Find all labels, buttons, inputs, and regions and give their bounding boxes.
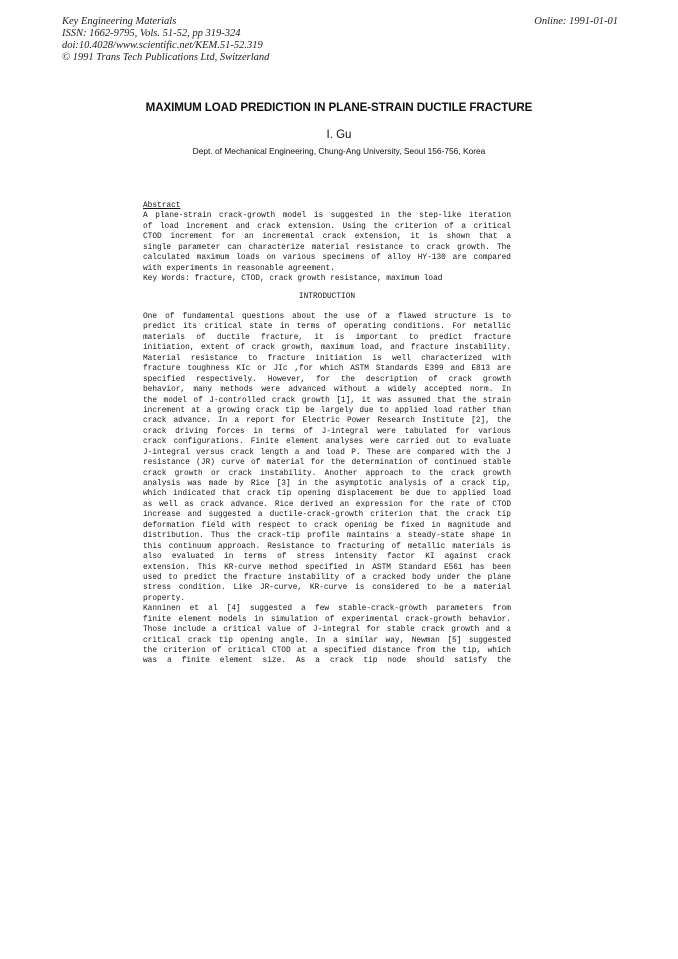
section-heading: INTRODUCTION — [298, 293, 356, 301]
body-line: the criterion of critical CTOD at a specified distance from the tip, which — [143, 647, 511, 655]
body-line: finite element models in simulation of experimental crack-growth behavior. — [143, 615, 511, 624]
body-line: was a finite element size. As a crack tip node should satisfy the — [143, 657, 511, 666]
body-line: extension. This KR-curve method specified in ASTM Standard E561 has been — [143, 563, 511, 572]
body-line: crack advance. In a report for Electric Power Research Institute [2], the — [143, 417, 511, 426]
body-line: initiation, extent of crack growth, maximum load, and fracture instability. — [143, 344, 511, 353]
abstract-line: single parameter can characterize material resistance to crack growth. The — [143, 243, 511, 252]
online-date: Online: 1991-01-01 — [534, 16, 618, 27]
abstract-line: with experiments in reasonable agreement. — [143, 264, 335, 273]
body-line: property. — [143, 594, 186, 603]
body-line: Kanninen et al [4] suggested a few stable-crack-growth parameters from — [143, 605, 511, 614]
body-line: increase and suggested a ductile-crack-growth criterion that the crack tip — [143, 511, 511, 520]
body-line: materials of ductile fracture, it is important to predict fracture — [143, 333, 511, 342]
body-line: the model of J-controlled crack growth [1], it was assumed that the strain — [143, 396, 511, 405]
body-line: crack growth or crack instability. Another approach to the crack growth — [143, 469, 511, 478]
publication-metadata — [62, 16, 618, 64]
body-line: increment at a growing crack tip be largely due to applied load rather than — [143, 406, 511, 415]
body-line: Those include a critical value of J-integral for stable crack growth and a — [143, 626, 511, 635]
doi-line: doi:10.4028/www.scientific.net/KEM.51-52.319 — [62, 40, 263, 51]
journal-name: Key Engineering Materials — [62, 16, 177, 27]
introduction-body — [143, 312, 511, 667]
abstract-line: CTOD increment for an incremental crack extension, it is shown that a — [143, 233, 511, 242]
author-affiliation: Dept. of Mechanical Engineering, Chung-Ang University, Seoul 156-756, Korea — [192, 146, 486, 156]
body-line: this continuum approach. Resistance to fracturing of metallic materials is — [143, 542, 511, 551]
body-line: One of fundamental questions about the use of a flawed structure is to — [143, 313, 511, 321]
body-line: fracture toughness KIc or JIc ,for which ASTM Standards E399 and E813 are — [143, 365, 511, 374]
body-line: distribution. Thus the crack-tip profile maintains a steady-state shape in — [143, 532, 511, 541]
abstract-section — [143, 201, 511, 285]
author-name: I. Gu — [326, 129, 352, 141]
body-line: analysis was made by Rice [3] in the asymptotic analysis of a crack tip, — [143, 480, 511, 488]
abstract-line: calculated maximum loads on various specimens of alloy HY-130 are compared — [143, 254, 511, 263]
paper-title: MAXIMUM LOAD PREDICTION IN PLANE-STRAIN DUCTILE FRACTURE — [145, 101, 533, 114]
introduction-heading-block — [143, 292, 511, 302]
body-line: also evaluated in terms of stress intensity factor KI against crack — [143, 553, 511, 562]
body-line: crack driving forces in terms of J-integral were tabulated for various — [143, 427, 511, 436]
copyright-line: © 1991 Trans Tech Publications Ltd, Switzerland — [62, 52, 270, 63]
keywords-line: Key Words: fracture, CTOD, crack growth resistance, maximum load — [143, 275, 443, 284]
body-line: critical crack tip opening angle. In a similar way, Newman [5] suggested — [143, 636, 511, 645]
body-line: stress condition. Like JR-curve, KR-curve is considered to be a material — [143, 584, 511, 593]
body-line: which indicated that crack tip opening displacement be due to applied load — [143, 490, 511, 499]
body-line: as well as crack advance. Rice derived an expression for the rate of CTOD — [143, 500, 511, 509]
body-line: resistance (JR) curve of material for the determination of continued stable — [143, 459, 511, 468]
body-line: J-integral versus crack length a and load P. These are compared with the J — [143, 448, 511, 457]
body-line: used to predict the fracture instability of a cracked body under the plane — [143, 573, 511, 582]
body-line: deformation field with respect to crack opening be fixed in magnitude and — [143, 521, 511, 530]
body-line: specified respectively. However, for the description of crack growth — [143, 375, 511, 384]
abstract-line: A plane-strain crack-growth model is suggested in the step-like iteration — [143, 212, 511, 221]
body-line: predict its critical state in terms of operating conditions. For metallic — [143, 323, 511, 332]
body-line: Material resistance to fracture initiation is well characterized with — [143, 354, 511, 363]
body-line: crack configurations. Finite element analyses were carried out to evaluate — [143, 438, 511, 447]
body-line: behavior, many methods were advanced without a widely accepted norm. In — [143, 386, 511, 395]
issn-line: ISSN: 1662-9795, Vols. 51-52, pp 319-324 — [62, 28, 241, 39]
abstract-line: of load increment and crack extension. Using the criterion of a critical — [143, 222, 511, 231]
abstract-heading: Abstract — [143, 202, 181, 210]
